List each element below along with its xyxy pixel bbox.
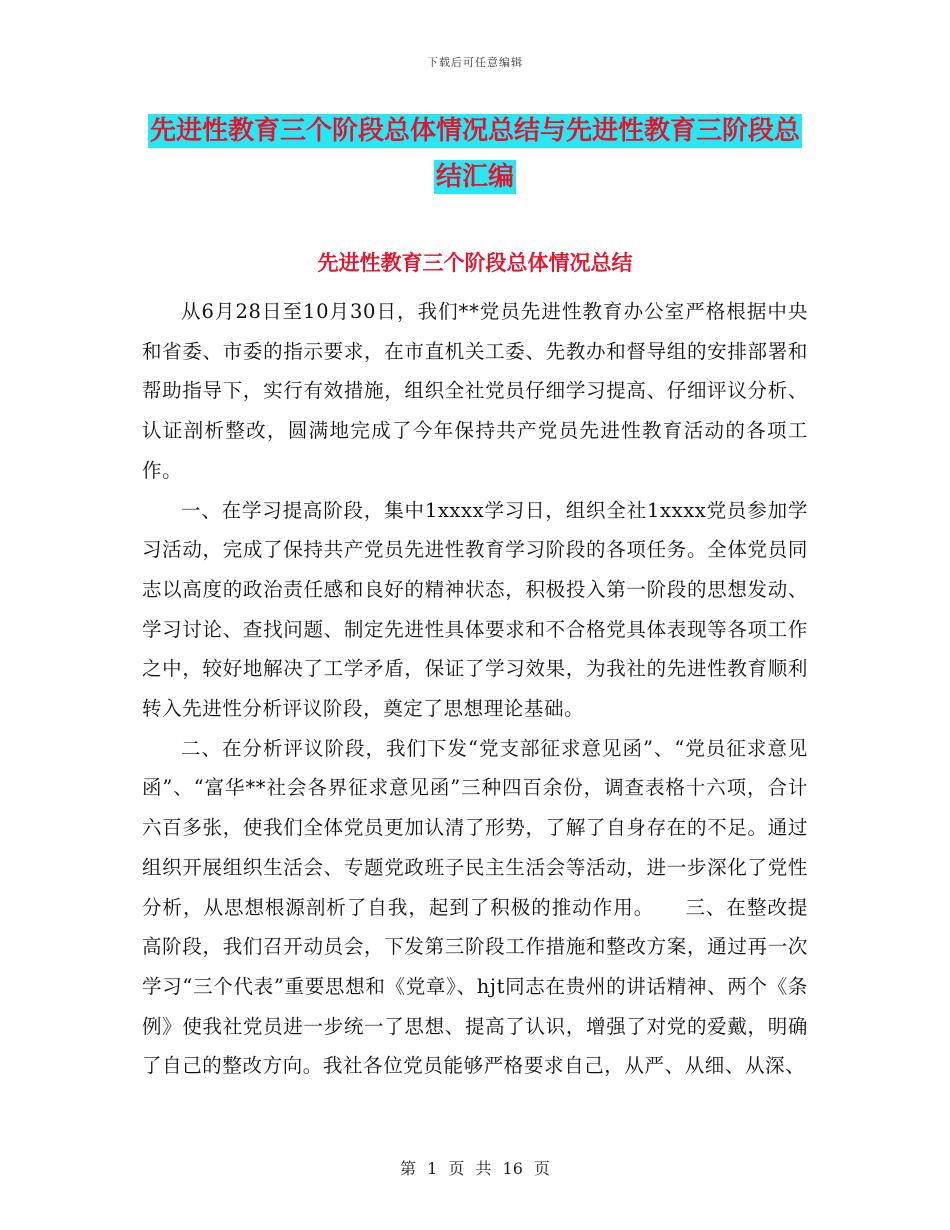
paragraph: 从6月28日至10月30日，我们**党员先进性教育办公室严格根据中央和省委、市委的指示要求，在市直机关工委、先教办和督导组的安排部署和帮助指导下，实行有效措施，组织全社党员仔细学习提高、仔细评议分析、认证剖析整改，圆满地完成了今年保持共产党员先进性教育活动的各项工作。	[142, 300, 808, 482]
paragraph: 一、在学习提高阶段，集中1xxxx学习日，组织全社1xxxx党员参加学习活动，完成了保持共产党员先进性教育学习阶段的各项任务。全体党员同志以高度的政治责任感和良好的精神状态，积极投入第一阶段的思想发动、学习讨论、查找问题、制定先进性具体要求和不合格党具体表现等各项工作之中，较好地解决了工学矛盾，保证了学习效果，为我社的先进性教育顺利转入先进性分析评议阶段，奠定了思想理论基础。	[142, 498, 808, 721]
paragraph: 二、在分析评议阶段，我们下发“党支部征求意见函”、“党员征求意见函”、“富华**社会各界征求意见函”三种四百余份，调查表格十六项，合计六百多张，使我们全体党员更加认清了形势，了解了自身存在的不足。通过组织开展组织生活会、专题党政班子民主生活会等活动，进一步深化了党性分析，从思想根源剖析了自我，起到了积极的推动作用。 三、在整改提高阶段，我们召开动员会，下发第三阶段工作措施和整改方案，通过再一次学习“三个代表”重要思想和《党章》、hjt同志在贵州的讲话精神、两个《条例》使我社党员进一步统一了思想、提高了认识，增强了对党的爱戴，明确了自己的整改方向。我社各位党员能够严格要求自己，从严、从细、从深、	[142, 736, 808, 1078]
document-title-text: 先进性教育三个阶段总体情况总结与先进性教育三阶段总结汇编	[149, 116, 800, 192]
document-title	[140, 108, 810, 200]
body-text	[142, 292, 808, 1086]
section-title: 先进性教育三个阶段总体情况总结	[317, 251, 633, 275]
page-footer: 第 1 页 共 16 页	[400, 1159, 550, 1178]
page-header-note: 下载后可任意编辑	[427, 56, 523, 69]
